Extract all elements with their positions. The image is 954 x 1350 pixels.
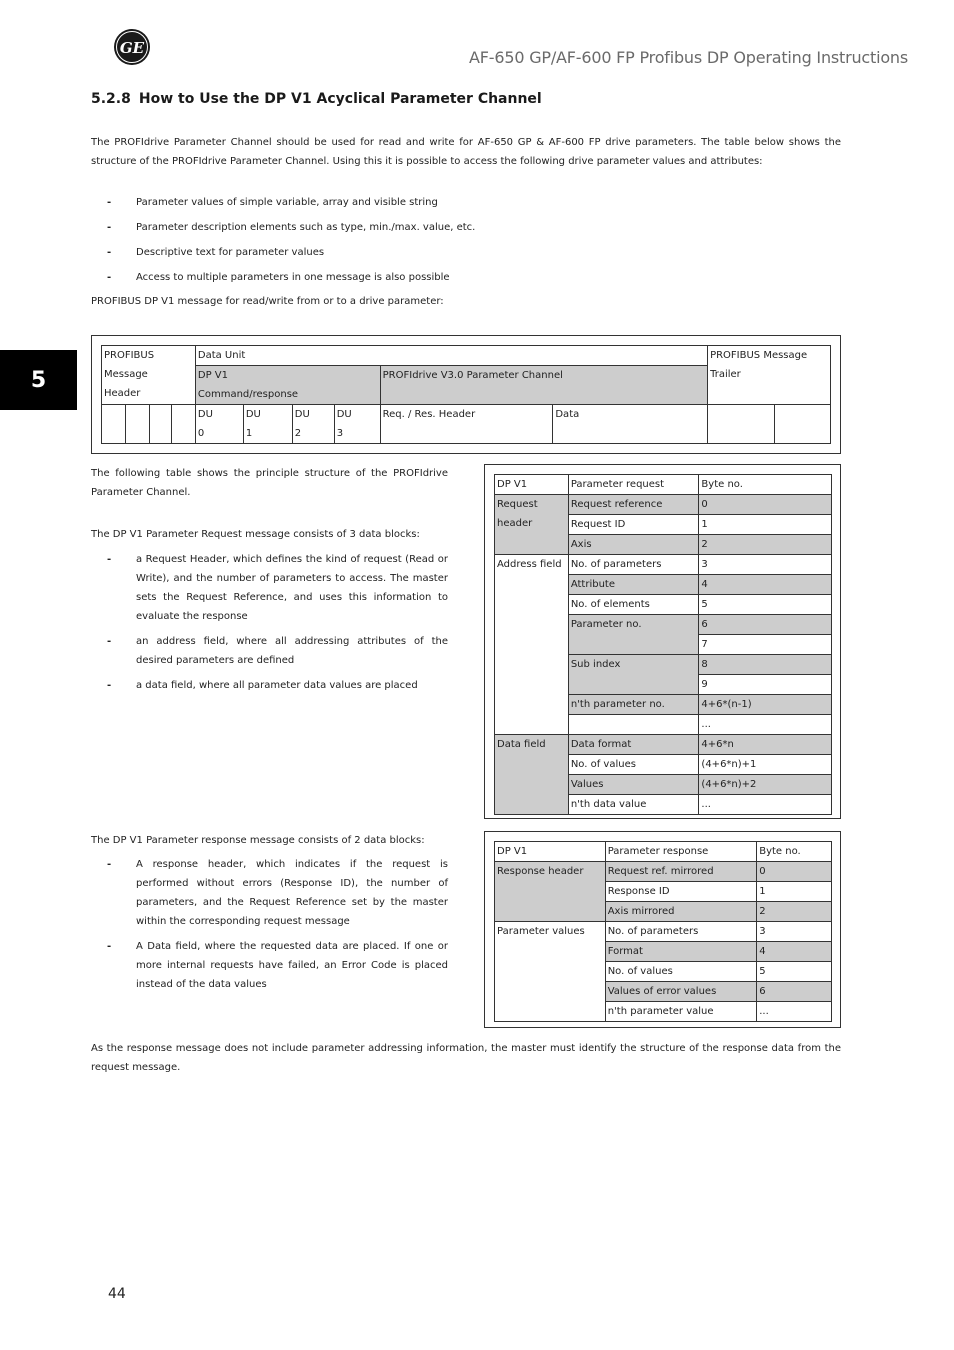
table-cell: 1	[757, 882, 832, 902]
table-cell: No. of values	[605, 962, 757, 982]
address-field-group: Address field	[495, 555, 569, 735]
table-row	[495, 922, 832, 942]
ge-logo-icon	[113, 28, 151, 66]
table-header-row	[495, 842, 832, 862]
empty-cell	[171, 405, 195, 444]
response-blocks-label: The DP V1 Parameter response message consists of 2 data blocks:	[91, 835, 425, 846]
column-header: DP V1	[495, 842, 606, 862]
profidrive-channel-cell: PROFIdrive V3.0 Parameter Channel	[380, 366, 707, 405]
empty-cell	[102, 405, 126, 444]
request-header-group: Request header	[495, 495, 569, 555]
section-number: 5.2.8	[91, 91, 131, 107]
table-cell: Data format	[568, 735, 699, 755]
table-cell: Sub index	[568, 655, 699, 695]
svg-text:GE: GE	[119, 39, 145, 57]
table-header-row	[495, 475, 832, 495]
list-item: - Parameter values of simple variable, array and visible string	[107, 197, 438, 208]
table-cell: 3	[699, 555, 832, 575]
table-cell: 0	[699, 495, 832, 515]
page-number: 44	[108, 1286, 126, 1302]
table-cell: ...	[699, 795, 832, 815]
table-row	[495, 862, 832, 882]
table-cell: 4+6*n	[699, 735, 832, 755]
table-cell: Parameter no.	[568, 615, 699, 655]
table-row	[495, 555, 832, 575]
column-header: DP V1	[495, 475, 569, 495]
table-row	[495, 735, 832, 755]
table-cell: (4+6*n)+2	[699, 775, 832, 795]
list-item: - A Data field, where the requested data are placed. If one or more internal requests have failed, an Error Code is placed instead of the data values	[107, 941, 448, 990]
profibus-header-cell: PROFIBUS Message Header	[102, 346, 196, 405]
table-cell: 7	[699, 635, 832, 655]
list-item: - Access to multiple parameters in one message is also possible	[107, 272, 450, 283]
attribute-list	[107, 193, 507, 293]
table-cell: 5	[699, 595, 832, 615]
request-intro: The following table shows the principle structure of the PROFIdrive Parameter Channel.	[91, 468, 448, 498]
table-row	[495, 495, 832, 515]
list-item: - an address field, where all addressing attributes of the desired parameters are defined	[107, 636, 448, 666]
parameter-values-group: Parameter values	[495, 922, 606, 1022]
du-1-cell: DU 1	[243, 405, 292, 444]
list-item: - A response header, which indicates if the request is performed without errors (Response ID), the number of parameters, and the Request Reference set by the master within the corresponding request message	[107, 859, 448, 927]
closing-paragraph: As the response message does not include parameter addressing information, the master must identify the structure of the response data from the request message.	[91, 1043, 841, 1073]
table-cell: n'th parameter value	[605, 1002, 757, 1022]
table-cell: No. of values	[568, 755, 699, 775]
table-cell: Request ref. mirrored	[605, 862, 757, 882]
table-cell: Axis	[568, 535, 699, 555]
table-cell: No. of parameters	[605, 922, 757, 942]
list-item: - Descriptive text for parameter values	[107, 247, 325, 258]
section-title: How to Use the DP V1 Acyclical Parameter Channel	[138, 91, 542, 107]
request-description	[91, 464, 448, 695]
table-cell: Format	[605, 942, 757, 962]
table-cell: n'th parameter no.	[568, 695, 699, 715]
table-cell: 3	[757, 922, 832, 942]
intro-paragraph: The PROFIdrive Parameter Channel should be used for read and write for AF-650 GP & AF-600 FP drive parameters. The table below shows the structure of the PROFIdrive Parameter Channel. Using this it is possible to access the following drive parameter values and attributes:	[91, 137, 841, 167]
table-cell: Response ID	[605, 882, 757, 902]
table-cell: Request ID	[568, 515, 699, 535]
request-table-frame	[484, 464, 841, 819]
table-cell: No. of parameters	[568, 555, 699, 575]
document-title: AF-650 GP/AF-600 FP Profibus DP Operating Instructions	[469, 48, 908, 67]
data-cell: Data	[553, 405, 708, 444]
data-unit-cell: Data Unit	[195, 346, 707, 366]
list-item: - a data field, where all parameter data values are placed	[107, 680, 418, 691]
dpv1-command-cell: DP V1 Command/response	[195, 366, 380, 405]
empty-cell	[774, 405, 830, 444]
column-header: Parameter request	[568, 475, 699, 495]
table-cell: Attribute	[568, 575, 699, 595]
empty-cell	[125, 405, 149, 444]
column-header: Parameter response	[605, 842, 757, 862]
table-cell: Values of error values	[605, 982, 757, 1002]
table-cell: 5	[757, 962, 832, 982]
response-header-group: Response header	[495, 862, 606, 922]
trailer-cell: PROFIBUS Message Trailer	[708, 346, 831, 405]
response-table-frame	[484, 831, 841, 1028]
list-item: - a Request Header, which defines the kind of request (Read or Write), and the number of parameters to access. The master sets the Request Reference, and uses this information to evaluate the response	[107, 554, 448, 622]
request-table	[494, 474, 832, 815]
request-blocks-label: The DP V1 Parameter Request message consists of 3 data blocks:	[91, 529, 420, 540]
du-0-cell: DU 0	[195, 405, 243, 444]
table-cell: No. of elements	[568, 595, 699, 615]
column-header: Byte no.	[699, 475, 832, 495]
table-cell: 2	[757, 902, 832, 922]
du-2-cell: DU 2	[292, 405, 334, 444]
response-table	[494, 841, 832, 1022]
list-item: - Parameter description elements such as type, min./max. value, etc.	[107, 222, 476, 233]
table-cell: 1	[699, 515, 832, 535]
table-cell: 0	[757, 862, 832, 882]
empty-cell	[149, 405, 171, 444]
table-cell: 6	[757, 982, 832, 1002]
table-cell: n'th data value	[568, 795, 699, 815]
table-cell: 4	[699, 575, 832, 595]
section-heading	[91, 91, 542, 107]
response-description	[91, 831, 448, 994]
table-cell: 4+6*(n-1)	[699, 695, 832, 715]
table-cell: 8	[699, 655, 832, 675]
table-cell: 2	[699, 535, 832, 555]
table-cell: Values	[568, 775, 699, 795]
table-cell: Request reference	[568, 495, 699, 515]
column-header: Byte no.	[757, 842, 832, 862]
chapter-tab: 5	[0, 350, 77, 410]
empty-cell	[708, 405, 775, 444]
du-3-cell: DU 3	[334, 405, 380, 444]
table-cell: ...	[699, 715, 832, 735]
data-field-group: Data field	[495, 735, 569, 815]
message-structure-frame	[91, 335, 841, 454]
table-cell: Axis mirrored	[605, 902, 757, 922]
table-cell: 4	[757, 942, 832, 962]
table-cell: ...	[757, 1002, 832, 1022]
profibus-message-label: PROFIBUS DP V1 message for read/write from or to a drive parameter:	[91, 296, 444, 307]
table-cell: 9	[699, 675, 832, 695]
req-res-header-cell: Req. / Res. Header	[380, 405, 553, 444]
message-structure-table	[101, 345, 831, 444]
table-cell	[568, 715, 699, 735]
table-cell: (4+6*n)+1	[699, 755, 832, 775]
table-cell: 6	[699, 615, 832, 635]
